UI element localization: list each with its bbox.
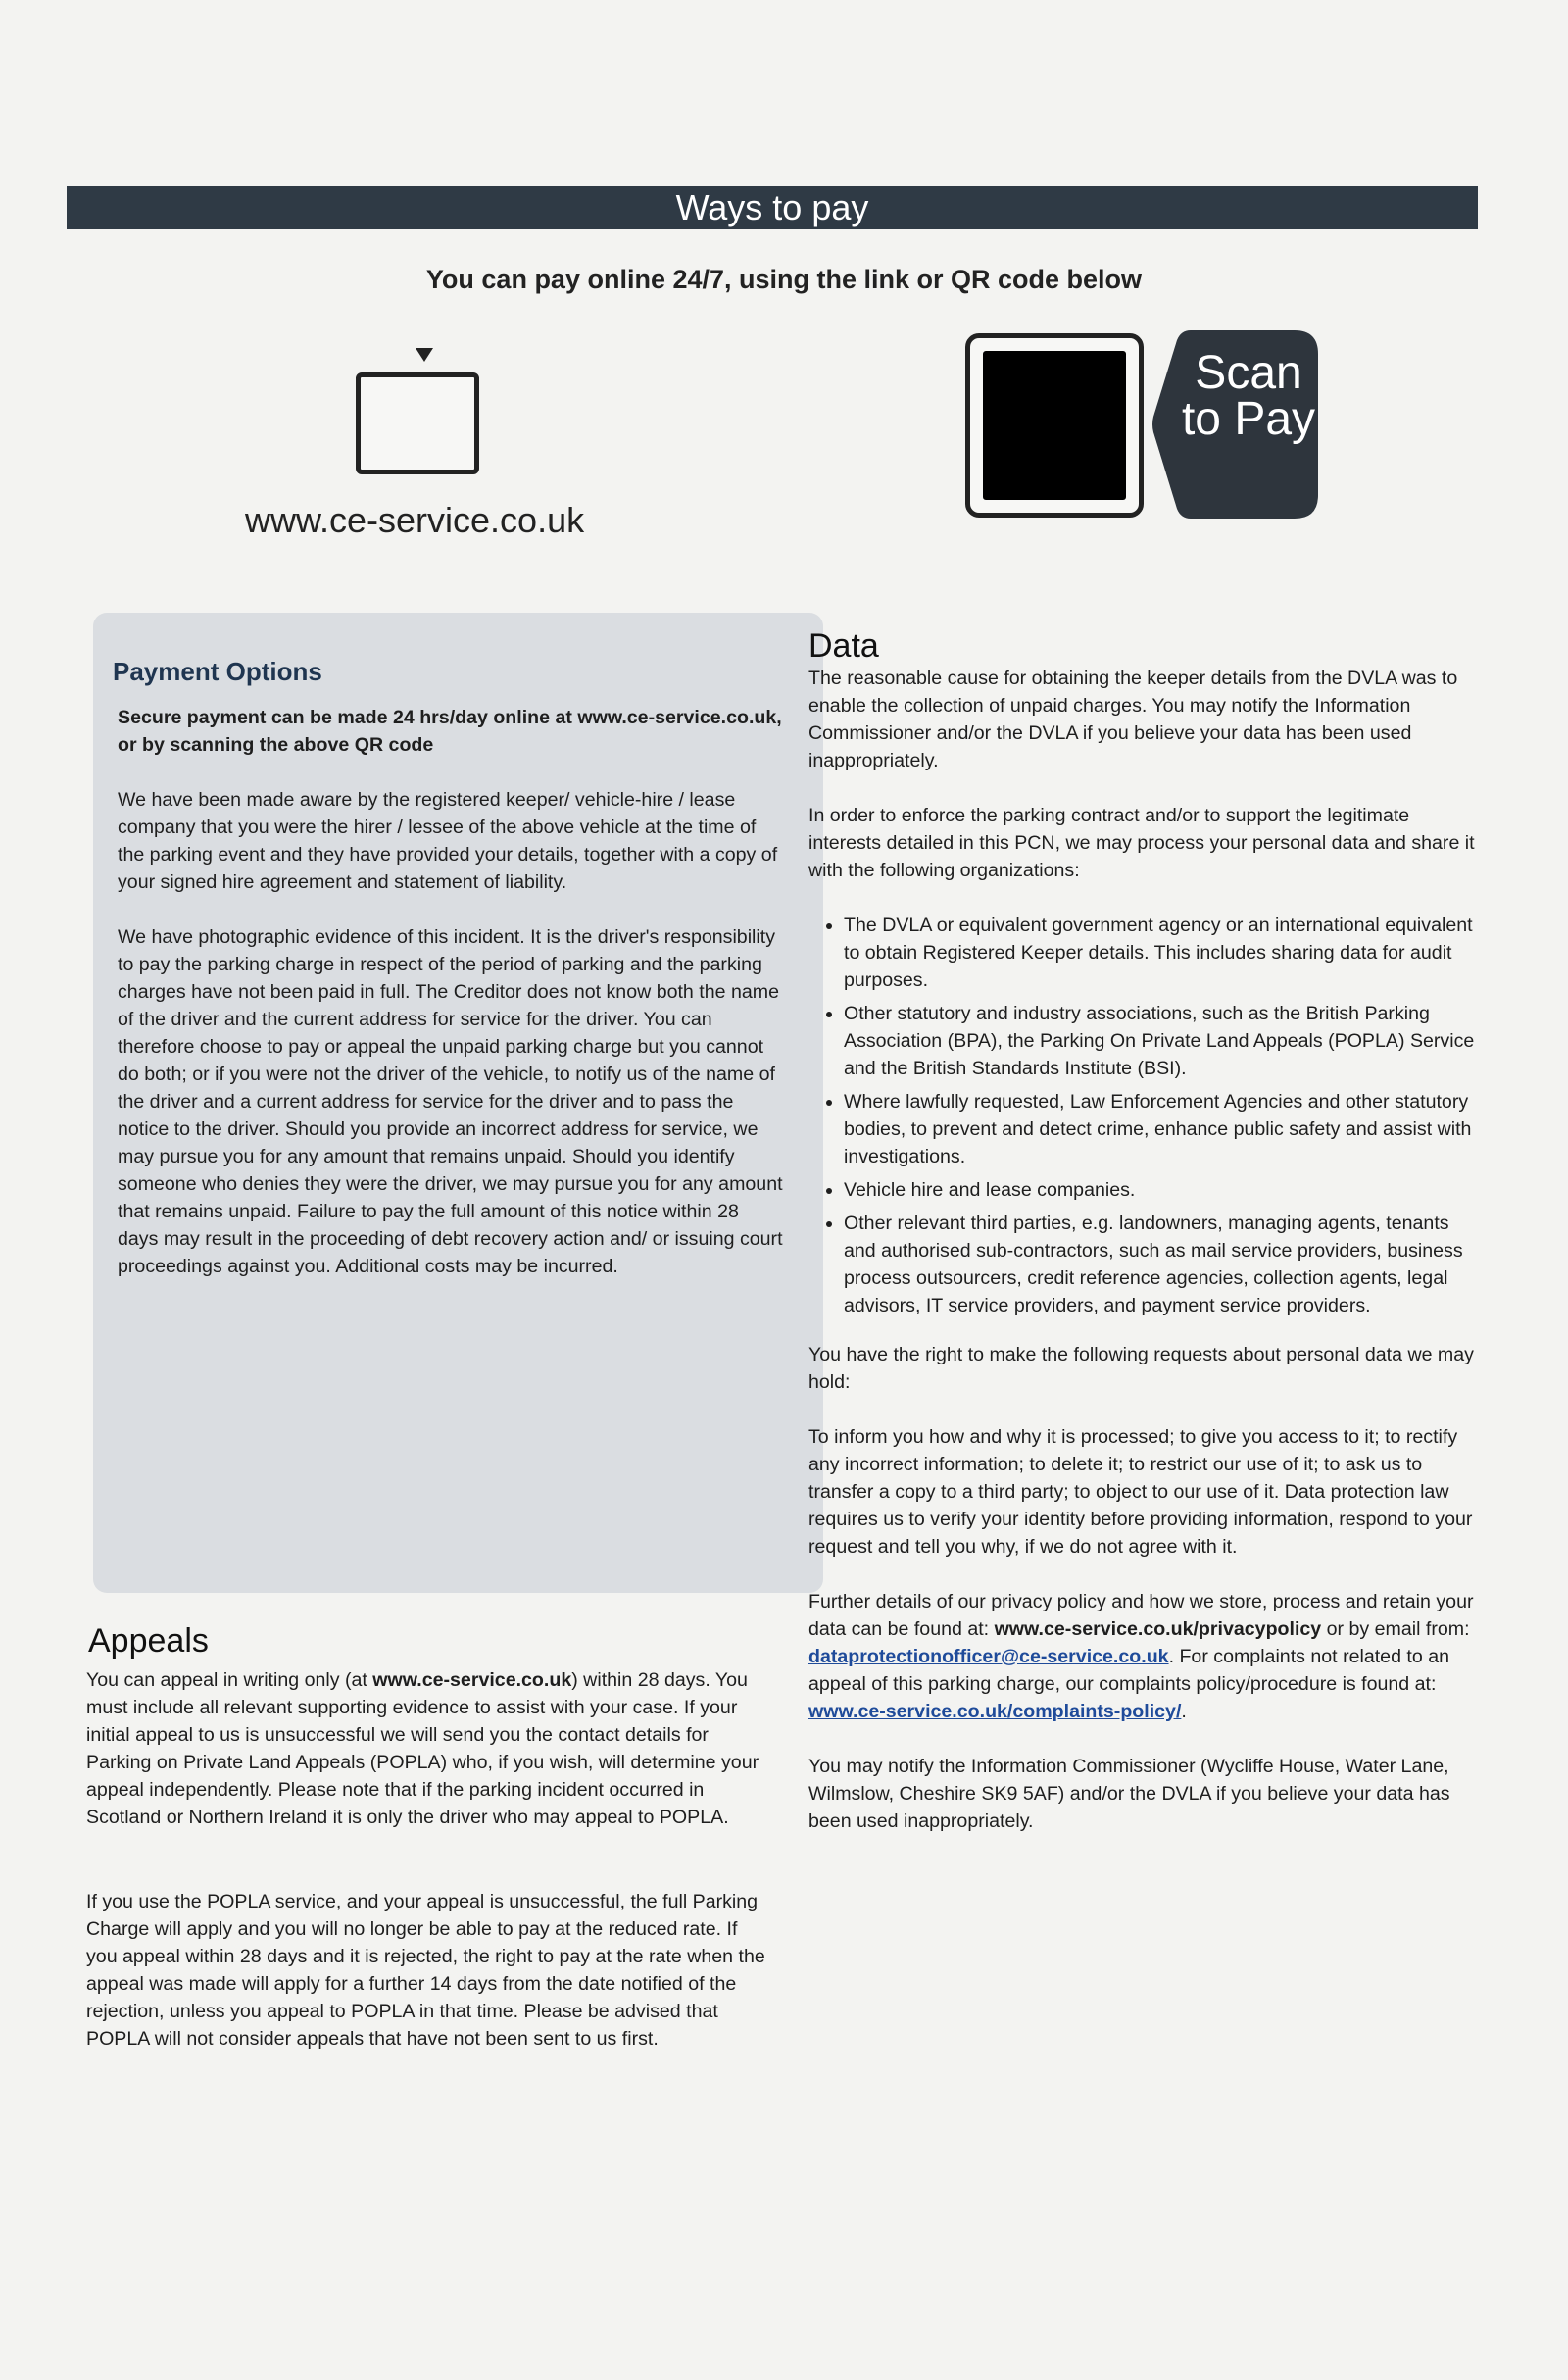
- dpo-email-link[interactable]: dataprotectionofficer@ce-service.co.uk: [808, 1646, 1169, 1667]
- list-item: • The DVLA or equivalent government agency or an international equivalent to obtain Registered Keeper details. This includes sharing data for audit purposes.: [844, 912, 1480, 994]
- data-body: [808, 665, 1480, 1862]
- list-item: • Other relevant third parties, e.g. landowners, managing agents, tenants and authorised sub-contractors, such as mail service providers, business process outsourcers, credit reference agencies, collection agents, legal advisors, IT service providers, and payment service providers.: [844, 1210, 1480, 1319]
- appeals-body: [86, 1666, 772, 2080]
- appeals-website-link[interactable]: www.ce-service.co.uk: [372, 1669, 572, 1691]
- appeals-text-b: ) within 28 days. You must include all relevant supporting evidence to assist with your case. If your initial appeal to us is unsuccessful we will send you the contact details for Parking on Private Land Appeals (POPLA) who, if you wish, will determine your appeal independently. Please note that if the parking incident occurred in Scotland or Northern Ireland it is only the driver who may appeal to POPLA.: [86, 1669, 760, 1828]
- list-item: • Other statutory and industry associations, such as the British Parking Association (BPA), the Parking On Private Land Appeals (POPLA) Service and the British Standards Institute (BSI).: [844, 1000, 1480, 1082]
- tablet-icon: [356, 372, 479, 474]
- appeals-paragraph-1: [86, 1666, 772, 1831]
- secure-payment-text: Secure payment can be made 24 hrs/day online at www.ce-service.co.uk, or by scanning the above QR code: [118, 707, 782, 756]
- privacy-text-b: or by email from:: [1321, 1618, 1470, 1640]
- scan-to-pay-badge: [1152, 330, 1318, 519]
- scan-to-pay-label: Scan to Pay: [1181, 347, 1316, 445]
- payment-options-body: [118, 704, 784, 1308]
- privacy-policy-paragraph: [808, 1588, 1480, 1725]
- list-item: • Vehicle hire and lease companies.: [844, 1176, 1480, 1204]
- popla-paragraph: If you use the POPLA service, and your appeal is unsuccessful, the full Parking Charge will apply and you will no longer be able to pay at the reduced rate. If you appeal within 28 days and it is rejected, the right to pay at the rate when the appeal was made will apply for a further 14 days from the date notified of the rejection, unless you appeal to POPLA in that time. Please be advised that POPLA will not consider appeals that have not been sent to us first.: [86, 1891, 765, 2050]
- qr-code-redacted: [983, 351, 1126, 500]
- hirer-paragraph: We have been made aware by the registered keeper/ vehicle-hire / lease company that you were the hirer / lessee of the above vehicle at the time of the parking event and they have provided your details, together with a copy of your signed hire agreement and statement of liability.: [118, 789, 778, 893]
- data-rights-intro: You have the right to make the following requests about personal data we may hold:: [808, 1344, 1474, 1393]
- privacy-policy-link[interactable]: www.ce-service.co.uk/privacypolicy: [994, 1618, 1322, 1640]
- privacy-text-a: Further details of our privacy policy and how we store, process and retain your data can be found at:: [808, 1591, 1474, 1640]
- driver-responsibility-paragraph: We have photographic evidence of this incident. It is the driver's responsibility to pay the parking charge in respect of the period of parking and the parking charges have not been paid in full. The Creditor does not know both the name of the driver and the current address for service for the driver. You can therefore choose to pay or appeal the unpaid parking charge but you cannot do both; or if you were not the driver of the vehicle, to notify us of the name of the driver and a current address for service for the driver and to pass the notice to the driver. Should you provide an incorrect address for service, we may pursue you for any amount that remains unpaid. Should you identify someone who denies they were the driver, we may pursue you for any amount that remains unpaid. Failure to pay the full amount of this notice within 28 days may result in the proceeding of debt recovery action and/ or issuing court proceedings against you. Additional costs may be incurred.: [118, 926, 783, 1277]
- organizations-list: [808, 912, 1480, 1319]
- list-item: • Where lawfully requested, Law Enforcement Agencies and other statutory bodies, to prevent and detect crime, enhance public safety and assist with investigations.: [844, 1088, 1480, 1170]
- appeals-heading: Appeals: [88, 1622, 209, 1660]
- qr-code[interactable]: [965, 333, 1144, 518]
- appeals-text-a: You can appeal in writing only (at: [86, 1669, 373, 1691]
- complaints-policy-link[interactable]: www.ce-service.co.uk/complaints-policy/: [808, 1701, 1182, 1722]
- data-rights-paragraph: To inform you how and why it is processed; to give you access to it; to rectify any incorrect information; to delete it; to restrict our use of it; to ask us to transfer a copy to a third party; to object to our use of it. Data protection law requires us to verify your identity before providing information, respond to your request and tell you why, if we do not agree with it.: [808, 1426, 1473, 1558]
- pointer-arrow-icon: [416, 348, 433, 362]
- data-paragraph-1: The reasonable cause for obtaining the keeper details from the DVLA was to enable the collection of unpaid charges. You may notify the Information Commissioner and/or the DVLA if you believe your data has been used inappropriately.: [808, 668, 1458, 771]
- ways-to-pay-banner: Ways to pay: [67, 186, 1478, 229]
- website-url[interactable]: www.ce-service.co.uk: [245, 500, 585, 540]
- privacy-text-d: .: [1181, 1701, 1187, 1722]
- payment-options-heading: Payment Options: [113, 657, 322, 686]
- data-heading: Data: [808, 627, 879, 665]
- pay-online-subheading: You can pay online 24/7, using the link or QR code below: [425, 265, 1143, 294]
- privacy-text-c: . For complaints not related to an appeal of this parking charge, our complaints policy/procedure is found at:: [808, 1646, 1449, 1695]
- data-paragraph-2: In order to enforce the parking contract and/or to support the legitimate interests detailed in this PCN, we may process your personal data and share it with the following organizations:: [808, 805, 1475, 881]
- information-commissioner-paragraph: You may notify the Information Commissioner (Wycliffe House, Water Lane, Wilmslow, Cheshire SK9 5AF) and/or the DVLA if you believe your data has been used inappropriately.: [808, 1756, 1450, 1832]
